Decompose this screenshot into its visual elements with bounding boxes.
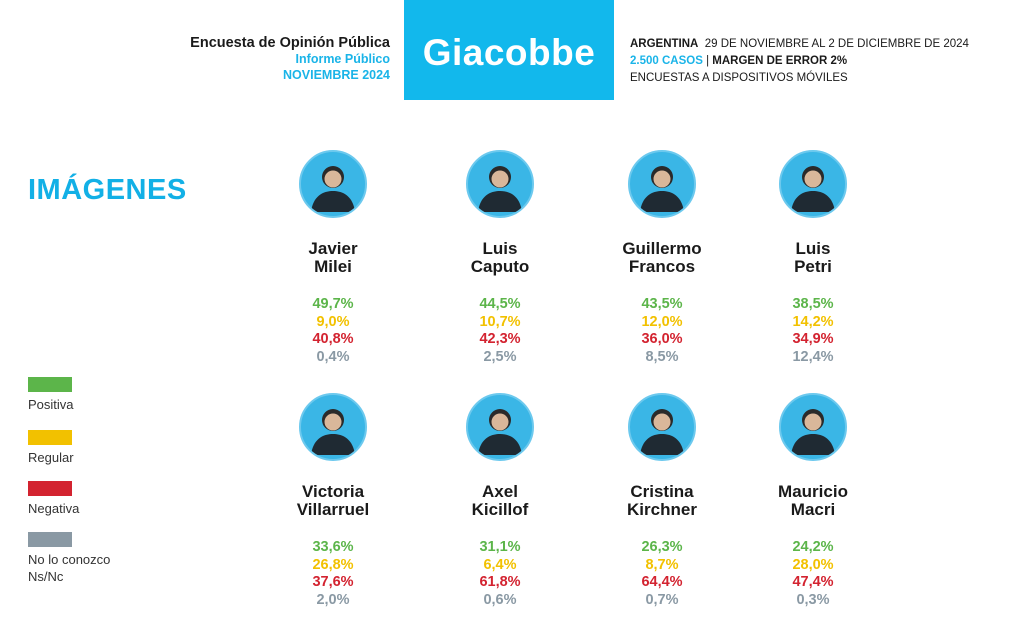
value-regular: 26,8%	[312, 556, 354, 573]
image-values	[733, 539, 893, 609]
value-regular: 14,2%	[792, 313, 834, 330]
legend-swatch-regular	[28, 430, 72, 445]
value-unknown: 0,4%	[316, 348, 350, 365]
legend-label-unknown-line1: No lo conozco	[28, 552, 111, 567]
separator: |	[706, 55, 710, 67]
country: ARGENTINA	[630, 38, 699, 50]
politician-last-name: Milei	[314, 257, 352, 276]
legend-unknown	[28, 532, 110, 585]
politician-photo	[628, 393, 696, 461]
value-unknown: 0,6%	[483, 591, 517, 608]
value-regular: 12,0%	[641, 313, 683, 330]
legend-positive	[28, 377, 74, 413]
value-negative: 40,8%	[312, 331, 354, 347]
politician-name	[253, 240, 413, 276]
survey-dates: 29 DE NOVIEMBRE AL 2 DE DICIEMBRE DE 2024	[704, 38, 969, 50]
legend-label-positive: Positiva	[28, 397, 74, 412]
politician-first-name: Victoria	[301, 482, 365, 501]
politician-card	[420, 150, 580, 366]
politician-name	[733, 483, 893, 519]
politician-last-name: Kirchner	[627, 500, 697, 519]
value-unknown: 12,4%	[792, 348, 834, 365]
value-negative: 36,0%	[641, 331, 683, 347]
politician-first-name: Luis	[482, 239, 518, 258]
politician-name	[582, 240, 742, 276]
value-positive: 38,5%	[792, 296, 834, 312]
person-icon	[472, 399, 528, 455]
person-icon	[634, 156, 690, 212]
politician-card	[582, 393, 742, 609]
legend-swatch-positive	[28, 377, 72, 392]
value-unknown: 0,3%	[796, 591, 830, 608]
politician-photo	[779, 150, 847, 218]
survey-method: ENCUESTAS A DISPOSITIVOS MÓVILES	[630, 72, 848, 84]
legend-label-negative: Negativa	[28, 501, 80, 516]
person-icon	[634, 399, 690, 455]
value-unknown: 2,0%	[316, 591, 350, 608]
politician-photo	[779, 393, 847, 461]
image-values	[420, 539, 580, 609]
politician-name	[733, 240, 893, 276]
politician-name	[420, 240, 580, 276]
value-positive: 44,5%	[479, 296, 521, 312]
brand-name: Giacobbe	[422, 32, 596, 73]
margin-of-error: MARGEN DE ERROR 2%	[712, 55, 848, 67]
politician-card	[582, 150, 742, 366]
politician-name	[420, 483, 580, 519]
politician-first-name: Cristina	[630, 482, 694, 501]
value-positive: 31,1%	[479, 539, 521, 555]
politician-last-name: Macri	[790, 500, 836, 519]
person-icon	[785, 156, 841, 212]
survey-title: Encuesta de Opinión Pública	[190, 35, 390, 51]
value-negative: 64,4%	[641, 574, 683, 590]
image-values	[733, 296, 893, 366]
politician-first-name: Guillermo	[622, 239, 702, 258]
value-positive: 33,6%	[312, 539, 354, 555]
politician-last-name: Kicillof	[471, 500, 529, 519]
report-type: Informe Público	[295, 52, 390, 66]
survey-location-dates	[630, 36, 969, 53]
report-period: NOVIEMBRE 2024	[283, 68, 390, 82]
image-values	[582, 296, 742, 366]
value-regular: 10,7%	[479, 313, 521, 330]
image-values	[253, 296, 413, 366]
politician-last-name: Francos	[628, 257, 696, 276]
image-values	[420, 296, 580, 366]
value-unknown: 8,5%	[645, 348, 679, 365]
value-negative: 61,8%	[479, 574, 521, 590]
value-negative: 42,3%	[479, 331, 521, 347]
politician-name	[582, 483, 742, 519]
legend-label-unknown-line2: Ns/Nc	[28, 569, 64, 584]
politician-photo	[466, 150, 534, 218]
person-icon	[785, 399, 841, 455]
value-unknown: 0,7%	[645, 591, 679, 608]
section-title: IMÁGENES	[28, 174, 187, 206]
legend-swatch-negative	[28, 481, 72, 496]
politician-first-name: Luis	[795, 239, 831, 258]
politician-last-name: Caputo	[470, 257, 530, 276]
politician-first-name: Axel	[482, 482, 518, 501]
value-regular: 9,0%	[316, 313, 350, 330]
politician-photo	[466, 393, 534, 461]
politician-photo	[299, 150, 367, 218]
politician-first-name: Mauricio	[778, 482, 848, 501]
politician-last-name: Villarruel	[296, 500, 370, 519]
value-negative: 47,4%	[792, 574, 834, 590]
value-negative: 34,9%	[792, 331, 834, 347]
header-right	[630, 36, 969, 87]
image-values	[253, 539, 413, 609]
politician-card	[733, 150, 893, 366]
legend-swatch-unknown	[28, 532, 72, 547]
sample-cases: 2.500 CASOS	[630, 55, 703, 67]
legend-negative	[28, 481, 79, 517]
politician-card	[733, 393, 893, 609]
person-icon	[305, 156, 361, 212]
politician-first-name: Javier	[308, 239, 358, 258]
image-values	[582, 539, 742, 609]
legend-label-unknown	[28, 551, 110, 585]
value-positive: 49,7%	[312, 296, 354, 312]
politician-photo	[628, 150, 696, 218]
brand-logo	[404, 0, 614, 100]
politician-photo	[299, 393, 367, 461]
person-icon	[472, 156, 528, 212]
legend-label-regular: Regular	[28, 450, 74, 465]
value-regular: 8,7%	[645, 556, 679, 573]
politician-card	[253, 393, 413, 609]
politician-card	[253, 150, 413, 366]
value-regular: 6,4%	[483, 556, 517, 573]
value-positive: 24,2%	[792, 539, 834, 555]
header-left	[190, 35, 390, 83]
value-positive: 43,5%	[641, 296, 683, 312]
value-unknown: 2,5%	[483, 348, 517, 365]
value-negative: 37,6%	[312, 574, 354, 590]
value-positive: 26,3%	[641, 539, 683, 555]
politician-name	[253, 483, 413, 519]
person-icon	[305, 399, 361, 455]
politician-last-name: Petri	[794, 257, 832, 276]
politician-card	[420, 393, 580, 609]
value-regular: 28,0%	[792, 556, 834, 573]
legend-regular	[28, 430, 74, 466]
survey-sample	[630, 53, 969, 70]
